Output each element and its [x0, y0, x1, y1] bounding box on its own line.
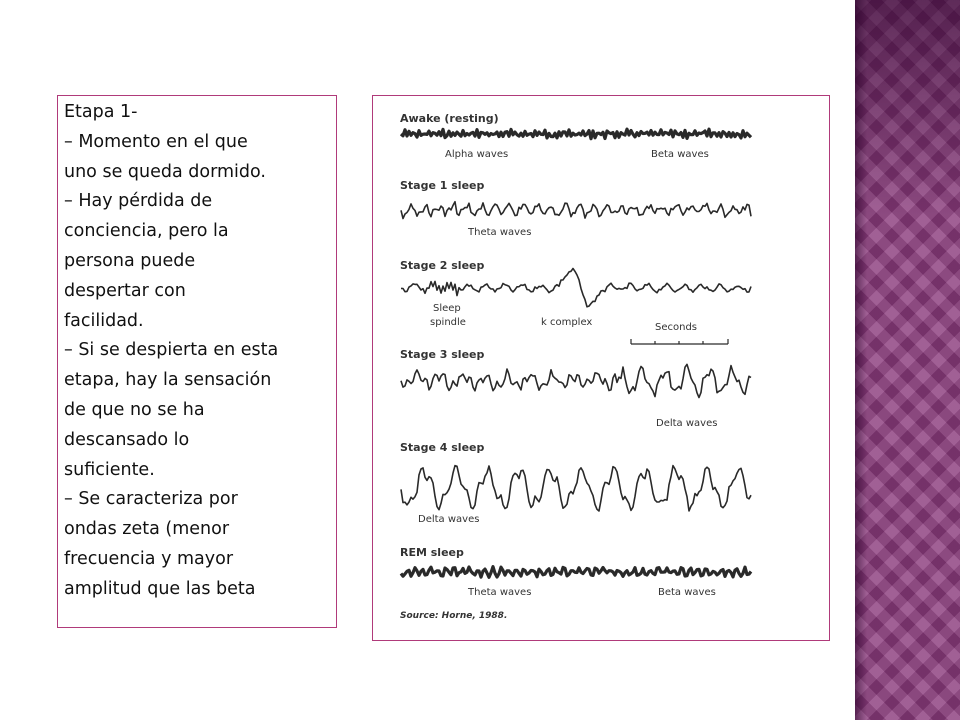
- eeg-trace-stage4: [401, 466, 751, 511]
- text-line: – Momento en el que: [64, 131, 248, 152]
- text-line: amplitud que las beta: [64, 578, 256, 599]
- text-line: conciencia, pero la: [64, 221, 229, 242]
- stage-title-rem: REM sleep: [400, 546, 464, 559]
- text-line: etapa, hay la sensación: [64, 370, 272, 391]
- text-line: persona puede: [64, 250, 196, 271]
- label-beta-waves: Beta waves: [651, 149, 709, 160]
- label-alpha-waves: Alpha waves: [445, 149, 509, 160]
- text-line: – Se caracteriza por: [64, 489, 238, 510]
- stage-title-stage1: Stage 1 sleep: [400, 179, 485, 192]
- text-line: uno se queda dormido.: [64, 161, 266, 182]
- text-line: facilidad.: [64, 310, 144, 331]
- seconds-scale-bar: [631, 339, 728, 344]
- label-beta-waves-rem: Beta waves: [658, 587, 716, 598]
- stage-title-stage2: Stage 2 sleep: [400, 259, 485, 272]
- figure-source-caption: Source: Horne, 1988.: [400, 611, 508, 621]
- text-line: – Si se despierta en esta: [64, 340, 279, 361]
- text-line: ondas zeta (menor: [64, 519, 230, 540]
- text-line: suficiente.: [64, 459, 155, 480]
- eeg-trace-stage3: [401, 364, 751, 397]
- eeg-trace-stage1: [401, 202, 751, 219]
- label-theta-waves: Theta waves: [468, 227, 532, 238]
- text-line: frecuencia y mayor: [64, 548, 234, 569]
- eeg-figure-canvas: [373, 96, 829, 640]
- label-delta-waves-stage3: Delta waves: [656, 418, 718, 429]
- label-spindle: spindle: [430, 317, 466, 328]
- label-k-complex: k complex: [541, 317, 593, 328]
- text-line: – Hay pérdida de: [64, 191, 213, 212]
- eeg-trace-stage2: [401, 269, 751, 307]
- decorative-side-band: [855, 0, 960, 720]
- eeg-sleep-stages-figure: [372, 95, 830, 641]
- stage-description-panel: [57, 95, 337, 628]
- text-line: Etapa 1-: [64, 102, 138, 122]
- stage-title-stage3: Stage 3 sleep: [400, 348, 485, 361]
- text-line: descansado lo: [64, 429, 190, 450]
- eeg-trace-rem: [401, 567, 751, 578]
- stage-title-stage4: Stage 4 sleep: [400, 441, 485, 454]
- eeg-trace-awake: [401, 129, 751, 139]
- label-theta-waves-rem: Theta waves: [468, 587, 532, 598]
- label-seconds: Seconds: [655, 322, 698, 333]
- text-line: despertar con: [64, 280, 186, 301]
- stage-title-awake: Awake (resting): [400, 112, 499, 125]
- label-delta-waves-stage4: Delta waves: [418, 514, 480, 525]
- text-line: de que no se ha: [64, 399, 205, 420]
- label-sleep: Sleep: [433, 303, 461, 314]
